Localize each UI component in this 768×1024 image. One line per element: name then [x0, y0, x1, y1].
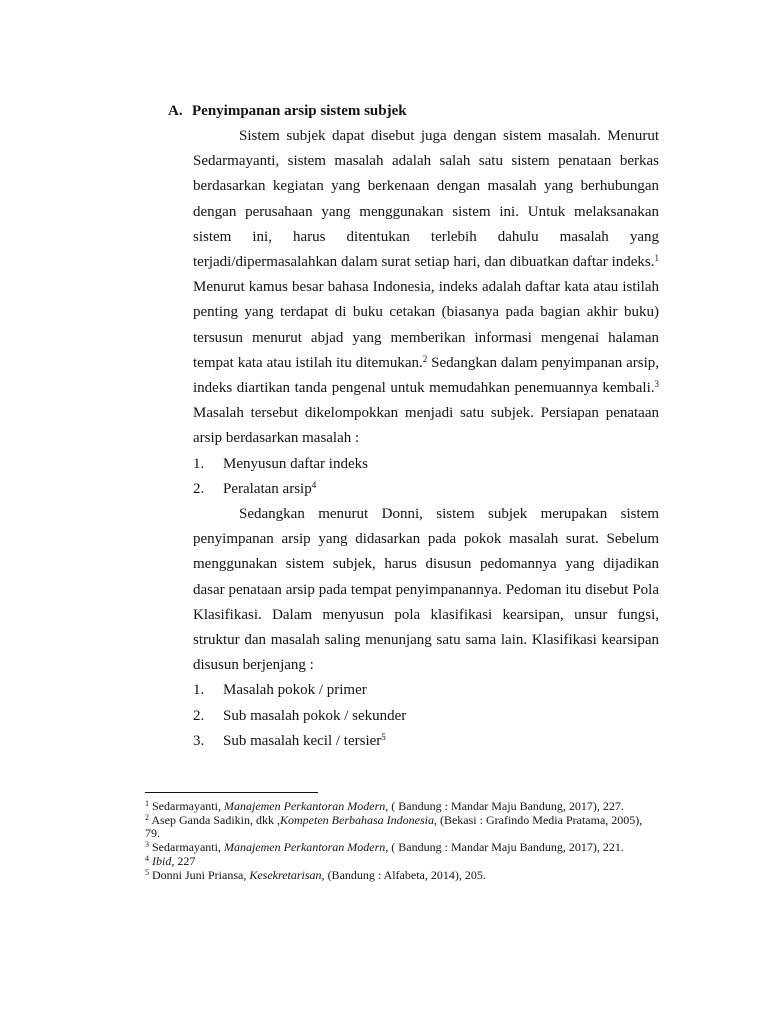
list-item-footnote-ref: 5 — [381, 731, 386, 742]
list-classification — [193, 678, 659, 754]
footnote — [145, 855, 645, 869]
footnote-title: Kesekretarisan, — [249, 867, 325, 882]
list-item-number: 2. — [193, 480, 205, 497]
footnote-ref-3: 3 — [654, 379, 659, 390]
footnote-number: 3 — [145, 840, 149, 850]
footnote-title: Manajemen Perkantoran Modern, — [223, 840, 389, 855]
section-body — [193, 124, 659, 754]
footnote — [145, 800, 645, 814]
footnote-number: 2 — [145, 812, 149, 822]
footnote-author: Donni Juni Priansa, — [149, 867, 250, 882]
paragraph-2: Sedangkan menurut Donni, sistem subjek merupakan sistem penyimpanan arsip yang didasarkan pada pokok masalah surat. Sebelum menggunakan sistem subjek, harus disusun pedomannya yang dijadikan dasar penataan arsip pada tempat penyimpanannya. Pedoman itu disebut Pola Klasifikasi. Dalam menyusun pola klasifikasi kearsipan, unsur fungsi, struktur dan masalah saling menunjang satu sama lain. Klasifikasi kearsipan disusun berjenjang : — [193, 506, 659, 674]
paragraph-1-part-4: Masalah tersebut dikelompokkan menjadi satu subjek. Persiapan penataan arsip berdasarkan masalah : — [193, 405, 659, 447]
list-item-number: 3. — [193, 732, 205, 749]
list-item-text: Sub masalah pokok / sekunder — [223, 707, 407, 724]
footnote-number: 1 — [145, 799, 149, 808]
list-item — [193, 678, 659, 703]
section-number: A. — [168, 103, 183, 119]
paragraph-1-part-2: Menurut kamus besar bahasa Indonesia, indeks adalah daftar kata atau istilah penting yang terdapat di buku cetakan (biasanya pada bagian akhir buku) tersusun menurut abjad yang memberikan informasi mengenai halaman tempat kata atau istilah itu ditemukan. — [193, 279, 659, 371]
list-item — [193, 477, 659, 502]
footnote-author: Asep Ganda Sadikin, dkk , — [149, 812, 280, 827]
list-item-number: 1. — [193, 682, 205, 699]
paragraph-1 — [193, 124, 659, 452]
footnote-details: (Bandung : Alfabeta, 2014), 205. — [324, 867, 486, 882]
footnote-ref-2: 2 — [422, 353, 428, 364]
footnote — [145, 869, 645, 883]
footnote-number: 5 — [145, 867, 149, 877]
section-title: Penyimpanan arsip sistem subjek — [192, 103, 407, 119]
list-item-number: 2. — [193, 707, 205, 724]
list-item-text: Sub masalah kecil / tersier — [223, 732, 382, 749]
footnote-separator — [145, 792, 318, 793]
footnote-ref-1: 1 — [654, 253, 659, 264]
list-item-text: Masalah pokok / primer — [223, 682, 367, 699]
footnote-details: ( Bandung : Mandar Maju Bandung, 2017), 221. — [388, 840, 624, 855]
footnote-details: (Bekasi : Grafindo Media Pratama, 2005), 79. — [145, 812, 643, 841]
list-item-footnote-ref: 4 — [311, 479, 317, 490]
list-item — [193, 452, 659, 477]
paragraph-1-part-1: Sistem subjek dapat disebut juga dengan sistem masalah. Menurut Sedarmayanti, sistem masalah adalah salah satu sistem penataan berkas berdasarkan kegiatan yang berkenaan dengan masalah yang berhubungan dengan perusahaan yang menggunakan sistem ini. Untuk melaksanakan sistem ini, harus ditentukan terlebih dahulu masalah yang terjadi/dipermasalahkan dalam surat setiap hari, dan dibuatkan daftar indeks. — [193, 128, 659, 271]
footnote-number: 4 — [145, 853, 149, 863]
footnote-details: ( Bandung : Mandar Maju Bandung, 2017), 227. — [388, 799, 624, 813]
list-item-text: Menyusun daftar indeks — [223, 455, 368, 472]
list-item-number: 1. — [193, 455, 205, 472]
section-heading — [168, 101, 407, 121]
footnote-details: 227 — [174, 853, 196, 868]
footnote-title: Ibid, — [152, 853, 175, 868]
footnotes — [145, 800, 645, 882]
footnote-title: Kompeten Berbahasa Indonesia, — [280, 812, 437, 827]
paragraph-1-part-3: Sedangkan dalam penyimpanan arsip, indeks diartikan tanda pengenal untuk memudahkan penemuannya kembali. — [193, 354, 659, 397]
list-item — [193, 729, 659, 754]
footnote-author: Sedarmayanti, — [149, 840, 224, 855]
list-preparation — [193, 452, 659, 502]
footnote — [145, 841, 645, 855]
list-item-text: Peralatan arsip — [223, 480, 312, 497]
footnote-title: Manajemen Perkantoran Modern, — [223, 799, 389, 813]
list-item — [193, 704, 659, 729]
footnote-author: Sedarmayanti, — [149, 799, 224, 813]
footnote — [145, 814, 645, 841]
